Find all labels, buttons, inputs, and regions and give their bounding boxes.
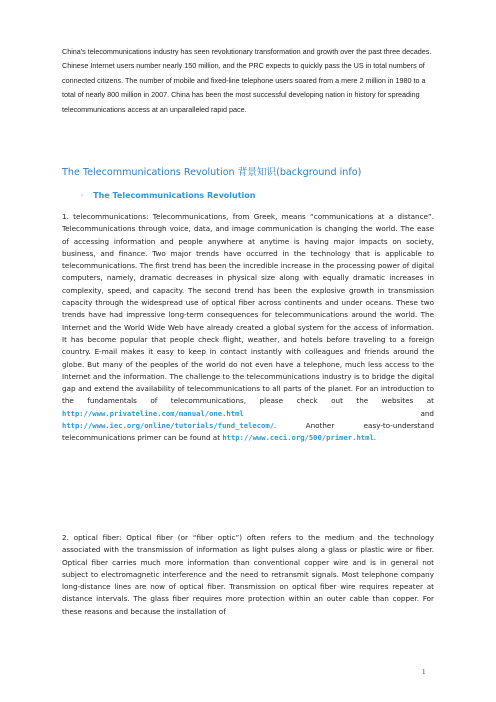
link-iec[interactable]: http://www.iec.org/online/tutorials/fund_telecom/ — [62, 421, 275, 431]
section-heading-cn: 背景知识(background info) — [237, 167, 362, 178]
link-ceci[interactable]: http://www.ceci.org/500/primer.html — [222, 433, 374, 443]
para1-text-b: and — [243, 408, 434, 418]
subheading-text: The Telecommunications Revolution — [93, 191, 256, 200]
intro-paragraph: China's telecommunications industry has seen revolutionary transformation and growth over the past three decades. Chinese Internet users number nearly 150 million, and the PRC expects to quickly pass the US in total numbers of connected citizens. The number of mobile and fixed-line telephone users soared from a mere 2 million in 1980 to a total of nearly 800 million in 2007. China has been the most successful developing nation in history for spreading telecommunications access at an unparalleled rapid pace. — [62, 47, 432, 114]
page-number: 1 — [422, 668, 426, 676]
para1-text-c: . Another easy-to-understand telecommunications primer can be found at — [62, 421, 434, 443]
bullet-icon: ◦ — [80, 192, 85, 200]
subheading — [80, 191, 420, 200]
paragraph-telecommunications — [62, 211, 434, 445]
section-heading — [62, 164, 442, 178]
paragraph-optical-fiber: 2. optical fiber: Optical fiber (or “fiber optic”) often refers to the medium and the technology associated with the transmission of information as light pulses along a glass or plastic wire or fiber. Optical fiber carries much more information than conventional copper wire and is in general not subject to electromagnetic interference and the need to retransmit signals. Most telephone company long-distance lines are now of optical fiber. Transmission on optical fiber wire requires repeater at distance intervals. The glass fiber requires more protection within an outer cable than copper. For these reasons and because the installation of — [62, 533, 434, 616]
section-heading-title: The Telecommunications Revolution — [62, 167, 235, 178]
link-privateline[interactable]: http://www.privateline.com/manual/one.html — [62, 408, 244, 418]
para1-text-d: . — [373, 433, 377, 443]
para1-text-a: 1. telecommunications: Telecommunications, from Greek, means “communications at a distance”. Telecommunications through voice, data, and image communication is changing the world. The ease of accessing information and people anywhere at anytime is having major impacts on society, business, and finance. Two major trends have occurred in the technology that is applicable to telecommunications. The first trend has been the incredible increase in the processing power of digital computers, namely, dramatic decreases in physical size along with equally dramatic increases in complexity, speed, and capacity. The second trend has been the explosive growth in transmission capacity through the widespread use of optical fiber across continents and under oceans. These two trends have had impressive long-term consequences for telecommunications around the world. The Internet and the World Wide Web have already created a global system for the access of information. It has become popular that people check flight, weather, and hotels before traveling to a foreign country. E-mail makes it easy to keep in contact instantly with colleagues and friends around the globe. But many of the peoples of the world do not even have a telephone, much less access to the Internet and the information. The challenge to the telecommunications industry is to bridge the digital gap and extend the availability of telecommunications to all parts of the planet. For an introduction to the fundamentals of telecommunications, please check out the websites at — [62, 212, 434, 406]
